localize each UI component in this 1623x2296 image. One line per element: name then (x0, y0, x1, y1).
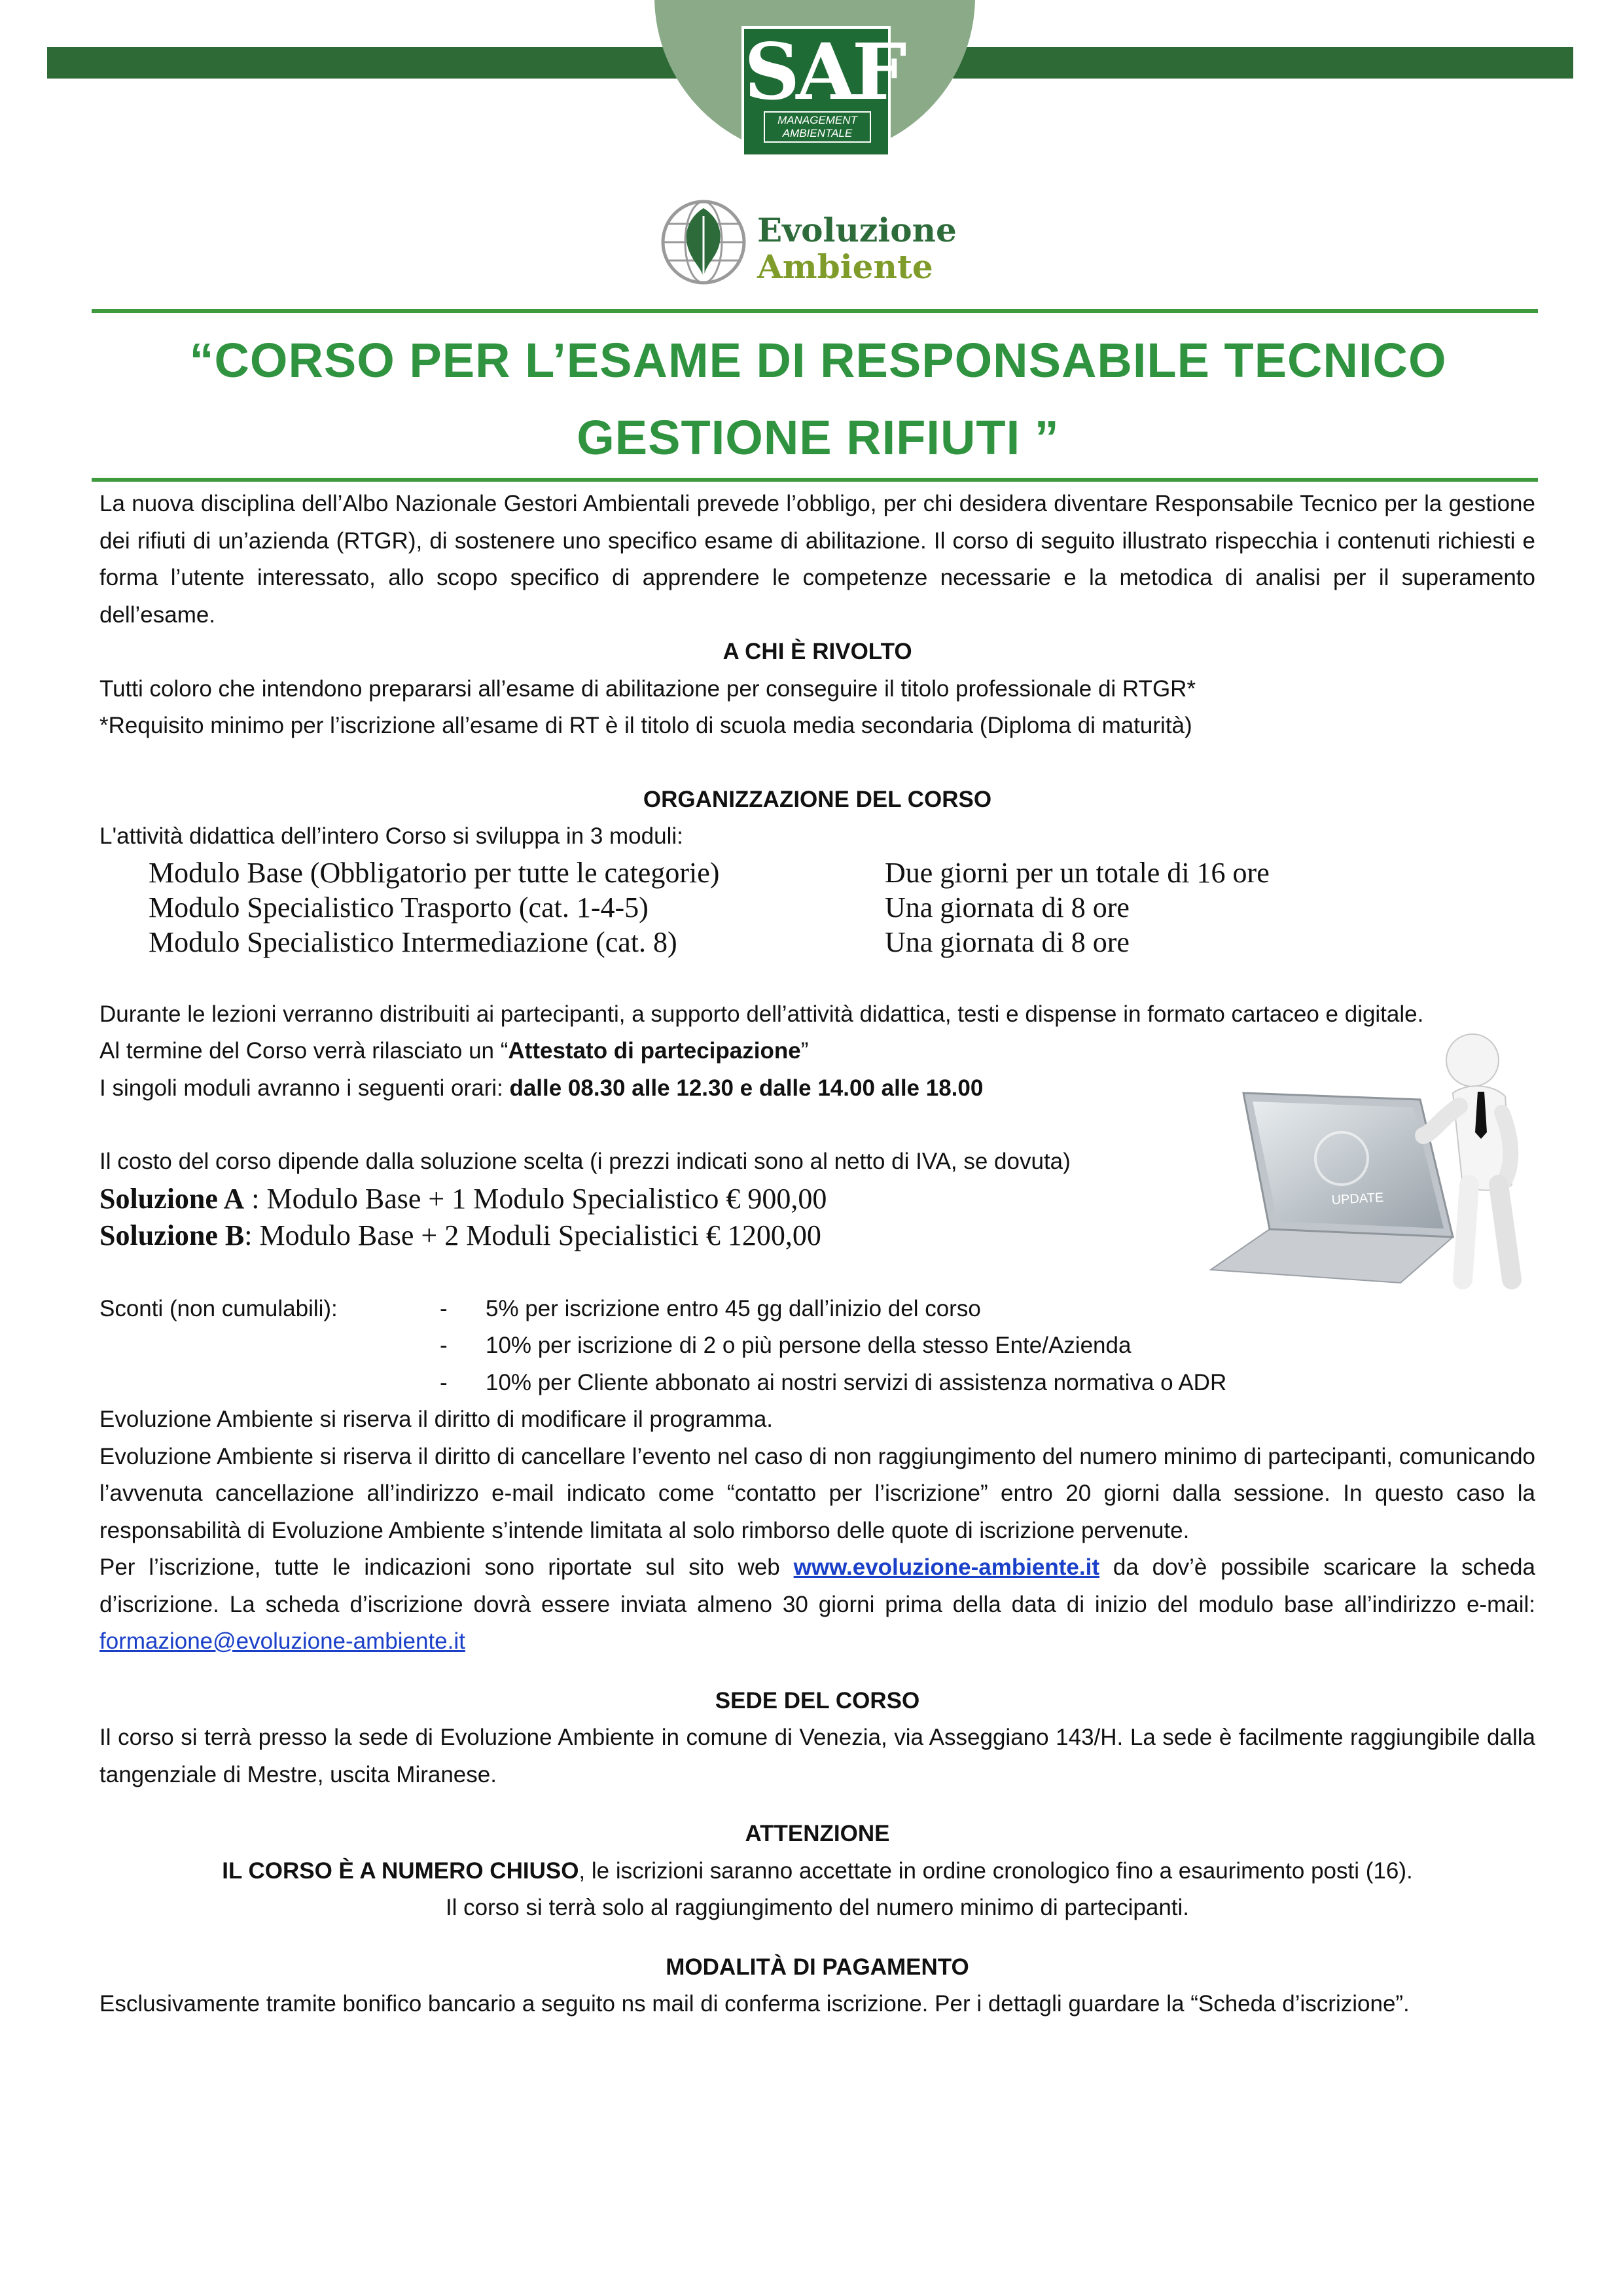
screen-text: UPDATE (1331, 1190, 1384, 1208)
venue-text: Il corso si terrà presso la sede di Evoluzione Ambiente in comune di Venezia, via Asseggiano 143/H. La sede è facilmente raggiungibile dalla tangenziale di Mestre, uscita Miranese. (99, 1725, 1535, 1787)
module-row (99, 925, 1535, 960)
certificate-line: Al termine del Corso verrà rilasciato un “Attestato di partecipazione” (99, 1038, 809, 1064)
attention-line1: IL CORSO È A NUMERO CHIUSO, le iscrizioni saranno accettate in ordine cronologico fino a esaurimento posti (16). (222, 1857, 1413, 1884)
website-link[interactable]: www.evoluzione-ambiente.it (793, 1554, 1099, 1580)
discount-item: 10% per Cliente abbonato ai nostri servizi di assistenza normativa o ADR (486, 1369, 1227, 1395)
discount-row: - 10% per iscrizione di 2 o più persone della stesso Ente/Azienda (99, 1327, 1535, 1365)
course-title-line2: GESTIONE RIFIUTI ” (577, 410, 1060, 465)
modules-list (99, 855, 1535, 960)
attention-line2: Il corso si terrà solo al raggiungimento del numero minimo di partecipanti. (445, 1895, 1190, 1920)
registration-paragraph: Per l’iscrizione, tutte le indicazioni sono riportate sul sito web www.evoluzione-ambiente.it da dov’è possibile scaricare la scheda d’iscrizione. La scheda d’iscrizione dovrà essere inviata almeno 30 giorni prima della data di inizio del modulo base all’indirizzo e-mail: formazione@evoluzione-ambiente.it (99, 1554, 1535, 1654)
organization-heading: ORGANIZZAZIONE DEL CORSO (643, 786, 992, 812)
target-line: Tutti coloro che intendono prepararsi all’esame di abilitazione per conseguire il titolo professionale di RTGR* (99, 675, 1196, 702)
target-heading: A CHI È RIVOLTO (722, 639, 912, 664)
certificate-title: Attestato di partecipazione (508, 1038, 801, 1064)
laptop-figure-illustration (1204, 1021, 1544, 1296)
payment-heading: MODALITÀ DI PAGAMENTO (666, 1954, 969, 1980)
module-name: Modulo Specialistico Trasporto (cat. 1-4-5) (149, 891, 649, 924)
discounts-label: Sconti (non cumulabili): (99, 1295, 338, 1321)
cost-intro: Il costo del corso dipende dalla soluzione scelta (i prezzi indicati sono al netto di IVA, se dovuta) (99, 1149, 1071, 1174)
discount-item: 10% per iscrizione di 2 o più persone della stesso Ente/Azienda (486, 1333, 1132, 1358)
module-duration: Due giorni per un totale di 16 ore (885, 856, 1270, 889)
payment-text: Esclusivamente tramite bonifico bancario a seguito ns mail di conferma iscrizione. Per i dettagli guardare la “Scheda d’iscrizione”. (99, 1991, 1410, 2017)
course-title-line1: “CORSO PER L’ESAME DI RESPONSABILE TECNICO (189, 333, 1447, 387)
module-row (99, 855, 1535, 890)
materials-paragraph: Durante le lezioni verranno distribuiti ai partecipanti, a supporto dell’attività didattica, testi e dispense in formato cartaceo e digitale. (99, 1001, 1424, 1027)
discount-item: 5% per iscrizione entro 45 gg dall’inizio del corso (486, 1295, 981, 1321)
module-name: Modulo Specialistico Intermediazione (cat. 8) (149, 925, 677, 958)
intro-paragraph: La nuova disciplina dell’Albo Nazionale Gestori Ambientali prevede l’obbligo, per chi desidera diventare Responsabile Tecnico per la gestione dei rifiuti di un’azienda (RTGR), di sostenere uno specifico esame di abilitazione. Il corso di seguito illustrato rispecchia i contenuti richiesti e forma l’utente interessato, allo scopo specifico di apprendere le competenze necessarie e la metodica di analisi per il superamento dell’esame. (99, 491, 1535, 628)
email-link[interactable]: formazione@evoluzione-ambiente.it (99, 1628, 465, 1654)
hours-value: dalle 08.30 alle 12.30 e dalle 14.00 alle 18.00 (509, 1075, 984, 1101)
title-divider (92, 478, 1538, 482)
venue-heading: SEDE DEL CORSO (715, 1687, 920, 1713)
saf-logo: SAF MANAGEMENT AMBIENTALE (741, 26, 891, 157)
cancel-notice: Evoluzione Ambiente si riserva il diritto di cancellare l’evento nel caso di non raggiungimento del numero minimo di partecipanti, comunicando l’avvenuta cancellazione all’indirizzo e-mail indicato come “contatto per l’iscrizione” entro 20 giorni dalla sessione. In questo caso la responsabilità di Evoluzione Ambiente s’intende limitata al solo rimborso delle quote di iscrizione pervenute. (99, 1443, 1535, 1543)
discount-row: Sconti (non cumulabili): - 5% per iscrizione entro 45 gg dall’inizio del corso (99, 1291, 1535, 1328)
module-duration: Una giornata di 8 ore (885, 891, 1130, 924)
header-divider (92, 309, 1538, 313)
discount-row: - 10% per Cliente abbonato ai nostri servizi di assistenza normativa o ADR (99, 1365, 1535, 1402)
module-duration: Una giornata di 8 ore (885, 925, 1130, 958)
module-row (99, 890, 1535, 925)
module-name: Modulo Base (Obbligatorio per tutte le categorie) (149, 856, 720, 889)
attention-heading: ATTENZIONE (745, 1821, 890, 1846)
hours-line: I singoli moduli avranno i seguenti orari: dalle 08.30 alle 12.30 e dalle 14.00 alle 18.00 (99, 1075, 984, 1101)
evoluzione-ambiente-logo: Evoluzione Ambiente (658, 196, 946, 288)
solution-b: Soluzione B: Modulo Base + 2 Moduli Specialistici € 1200,00 (99, 1219, 821, 1251)
modify-notice: Evoluzione Ambiente si riserva il diritto di modificare il programma. (99, 1407, 774, 1432)
globe-leaf-icon (658, 196, 749, 288)
target-requirement: *Requisito minimo per l’iscrizione all’esame di RT è il titolo di scuola media secondaria (Diploma di maturità) (99, 713, 1192, 738)
organization-intro: L'attività didattica dell’intero Corso si sviluppa in 3 moduli: (99, 823, 683, 849)
solution-a: Soluzione A : Modulo Base + 1 Modulo Specialistico € 900,00 (99, 1182, 827, 1215)
